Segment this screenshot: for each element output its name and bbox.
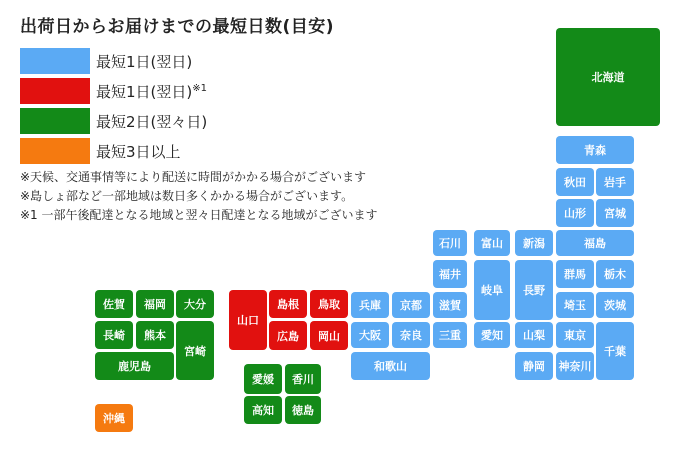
legend-swatch — [20, 48, 90, 74]
legend-item — [20, 138, 181, 164]
prefecture-nara[interactable]: 奈良 — [392, 322, 430, 348]
prefecture-kanagawa[interactable]: 神奈川 — [556, 352, 594, 380]
prefecture-tochigi[interactable]: 栃木 — [596, 260, 634, 288]
prefecture-nagasaki[interactable]: 長崎 — [95, 321, 133, 349]
legend-label: 最短3日以上 — [96, 142, 181, 161]
prefecture-niigata[interactable]: 新潟 — [515, 230, 553, 256]
prefecture-akita[interactable]: 秋田 — [556, 168, 594, 196]
prefecture-chiba[interactable]: 千葉 — [596, 322, 634, 380]
legend-label: 最短1日(翌日)$^{※1}$ — [96, 82, 207, 101]
prefecture-yamanashi[interactable]: 山梨 — [515, 322, 553, 348]
prefecture-wakayama[interactable]: 和歌山 — [351, 352, 430, 380]
prefecture-yamaguchi[interactable]: 山口 — [229, 290, 267, 350]
prefecture-fukuoka[interactable]: 福岡 — [136, 290, 174, 318]
prefecture-ehime[interactable]: 愛媛 — [244, 364, 282, 394]
legend-swatch — [20, 78, 90, 104]
prefecture-ishikawa[interactable]: 石川 — [433, 230, 467, 256]
prefecture-kyoto[interactable]: 京都 — [392, 292, 430, 318]
prefecture-gunma[interactable]: 群馬 — [556, 260, 594, 288]
prefecture-aomori[interactable]: 青森 — [556, 136, 634, 164]
prefecture-shizuoka[interactable]: 静岡 — [515, 352, 553, 380]
prefecture-kumamoto[interactable]: 熊本 — [136, 321, 174, 349]
legend-footnote-mark: ※1 — [192, 82, 207, 94]
prefecture-oita[interactable]: 大分 — [176, 290, 214, 318]
legend-label: 最短2日(翌々日) — [96, 112, 208, 131]
prefecture-hokkaido[interactable]: 北海道 — [556, 28, 660, 126]
prefecture-fukui[interactable]: 福井 — [433, 260, 467, 288]
prefecture-hyogo[interactable]: 兵庫 — [351, 292, 389, 318]
prefecture-shiga[interactable]: 滋賀 — [433, 292, 467, 318]
prefecture-ibaraki[interactable]: 茨城 — [596, 292, 634, 318]
prefecture-kochi[interactable]: 高知 — [244, 396, 282, 424]
prefecture-mie[interactable]: 三重 — [433, 322, 467, 348]
prefecture-hiroshima[interactable]: 広島 — [269, 321, 307, 350]
legend-item — [20, 78, 207, 104]
prefecture-tokyo[interactable]: 東京 — [556, 322, 594, 348]
prefecture-nagano[interactable]: 長野 — [515, 260, 553, 320]
legend-label: 最短1日(翌日) — [96, 52, 193, 71]
map-title: 出荷日からお届けまでの最短日数(目安) — [20, 17, 335, 37]
prefecture-saitama[interactable]: 埼玉 — [556, 292, 594, 318]
prefecture-miyagi[interactable]: 宮城 — [596, 199, 634, 227]
prefecture-kagawa[interactable]: 香川 — [285, 364, 321, 394]
notes — [20, 168, 378, 225]
prefecture-shimane[interactable]: 島根 — [269, 290, 307, 318]
prefecture-iwate[interactable]: 岩手 — [596, 168, 634, 196]
note-islands: ※島しょ部など一部地域は数日多くかかる場合がございます。 — [20, 189, 354, 203]
prefecture-saga[interactable]: 佐賀 — [95, 290, 133, 318]
legend-swatch — [20, 138, 90, 164]
prefecture-miyazaki[interactable]: 宮崎 — [176, 321, 214, 380]
note-weather: ※天候、交通事情等により配送に時間がかかる場合がございます — [20, 170, 367, 184]
prefecture-okayama[interactable]: 岡山 — [310, 321, 348, 350]
legend-item — [20, 48, 192, 74]
prefecture-okinawa[interactable]: 沖縄 — [95, 404, 133, 432]
note-afternoon: ※1 一部午後配達となる地域と翌々日配達となる地域がございます — [20, 208, 378, 222]
prefecture-tottori[interactable]: 鳥取 — [310, 290, 348, 318]
prefecture-toyama[interactable]: 富山 — [474, 230, 510, 256]
prefecture-osaka[interactable]: 大阪 — [351, 322, 389, 348]
prefecture-gifu[interactable]: 岐阜 — [474, 260, 510, 320]
prefecture-kagoshima[interactable]: 鹿児島 — [95, 352, 174, 380]
legend-item — [20, 108, 207, 134]
legend-swatch — [20, 108, 90, 134]
prefecture-aichi[interactable]: 愛知 — [474, 322, 510, 348]
prefecture-fukushima[interactable]: 福島 — [556, 230, 634, 256]
prefecture-tokushima[interactable]: 徳島 — [285, 396, 321, 424]
prefecture-yamagata[interactable]: 山形 — [556, 199, 594, 227]
